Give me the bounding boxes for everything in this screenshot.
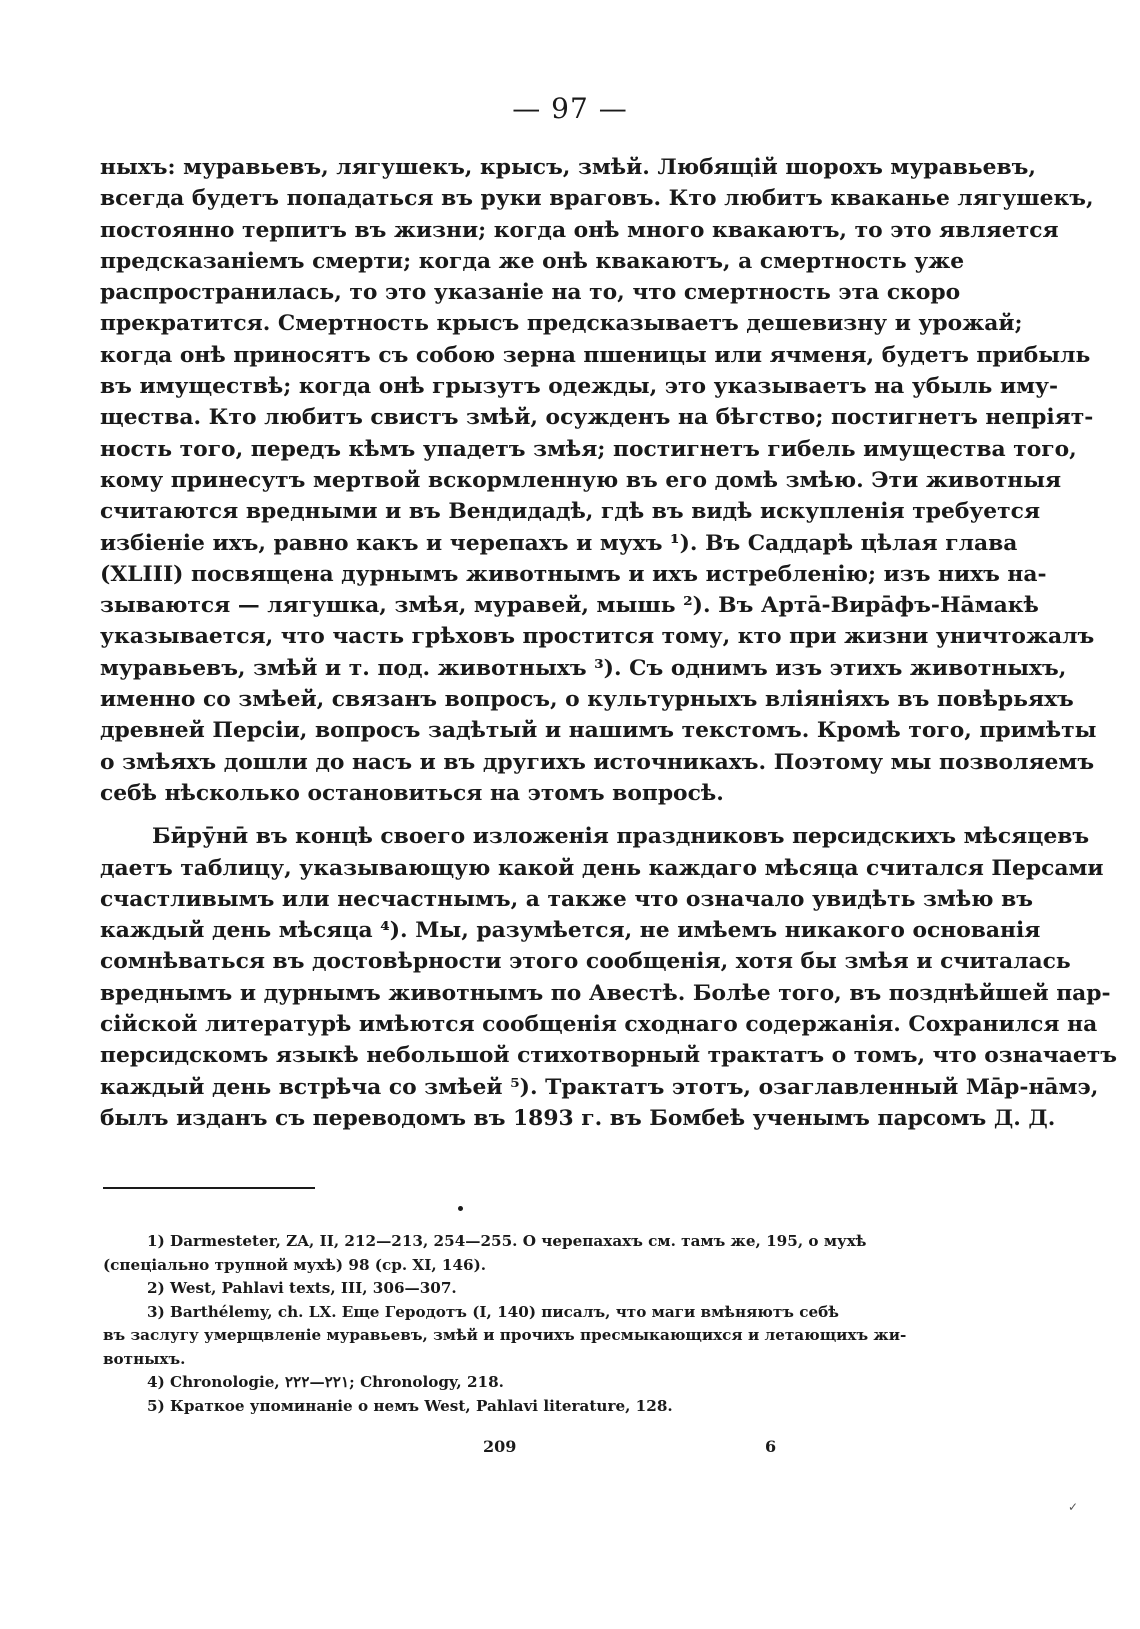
footnote-line: въ заслугу умерщвленіе муравьевъ, змѣй и прочихъ пресмыкающихся и летающихъ жи- bbox=[103, 1326, 907, 1344]
footnote-line: (спеціально трупной мухѣ) 98 (ср. XI, 146). bbox=[103, 1255, 487, 1274]
signature-mark: 6 bbox=[765, 1437, 777, 1456]
text-line: именно со змѣей, связанъ вопросъ, о культурныхъ вліяніяхъ въ повѣрьяхъ bbox=[100, 687, 1074, 713]
sheet-number: 209 bbox=[483, 1437, 517, 1456]
ink-dot bbox=[458, 1206, 463, 1211]
footnote-line: вотныхъ. bbox=[103, 1349, 186, 1368]
text-line: считаются вредными и въ Вендидадѣ, гдѣ въ видѣ искупленія требуется bbox=[100, 499, 1041, 525]
text-line: муравьевъ, змѣй и т. под. животныхъ ³). Съ однимъ изъ этихъ животныхъ, bbox=[100, 655, 1067, 681]
paragraph-gap bbox=[100, 809, 890, 821]
text-line: кому принесутъ мертвой вскормленную въ его домѣ змѣю. Эти животныя bbox=[100, 467, 1062, 493]
text-line: когда онѣ приносятъ съ собою зерна пшеницы или ячменя, будетъ прибыль bbox=[100, 342, 1091, 368]
text-line: указывается, что часть грѣховъ простится тому, кто при жизни уничтожалъ bbox=[100, 624, 1095, 650]
text-line: сомнѣваться въ достовѣрности этого сообщенія, хотя бы змѣя и считалась bbox=[100, 949, 1071, 975]
footnote-line: 3) Barthélemy, ch. LX. Еще Геродотъ (I, 140) писалъ, что маги вмѣняютъ себѣ bbox=[147, 1302, 839, 1321]
footnote-line: 1) Darmesteter, ZA, II, 212—213, 254—255. О черепахахъ см. тамъ же, 195, о мухѣ bbox=[147, 1232, 867, 1250]
main-text bbox=[100, 152, 1117, 1134]
text-line: прекратится. Смертность крысъ предсказываетъ дешевизну и урожай; bbox=[100, 311, 1023, 337]
text-line: счастливымъ или несчастнымъ, а также что означало увидѣть змѣю въ bbox=[100, 886, 1033, 912]
footnote-line: 4) Chronologie, ٢٢١—٢٢٢; Chronology, 218. bbox=[147, 1373, 504, 1391]
text-line: каждый день мѣсяца ⁴). Мы, разумѣется, не имѣемъ никакого основанія bbox=[100, 918, 1041, 944]
text-line: въ имуществѣ; когда онѣ грызутъ одежды, это указываетъ на убыль иму- bbox=[100, 374, 1059, 400]
scan-speck: ✓ bbox=[1068, 1500, 1079, 1514]
footnote-line: 2) West, Pahlavi texts, III, 306—307. bbox=[147, 1279, 457, 1297]
footnote-separator bbox=[103, 1187, 315, 1189]
text-line: всегда будетъ попадаться въ руки враговъ. Кто любитъ кваканье лягушекъ, bbox=[100, 186, 1094, 212]
text-line: постоянно терпитъ въ жизни; когда онѣ много квакаютъ, то это является bbox=[100, 217, 1059, 243]
text-line: древней Персіи, вопросъ задѣтый и нашимъ текстомъ. Кромѣ того, примѣты bbox=[100, 718, 1097, 744]
text-line: персидскомъ языкѣ небольшой стихотворный трактатъ о томъ, что означаетъ bbox=[100, 1043, 1117, 1069]
text-line: предсказаніемъ смерти; когда же онѣ квакаютъ, а смертность уже bbox=[100, 248, 965, 274]
text-line: щества. Кто любитъ свистъ змѣй, осужденъ на бѣгство; постигнетъ непріят- bbox=[100, 405, 1094, 431]
text-line: сійской литературѣ имѣются сообщенія сходнаго содержанія. Сохранился на bbox=[100, 1012, 1098, 1038]
text-line: Бӣрӯнӣ въ концѣ своего изложенія праздниковъ персидскихъ мѣсяцевъ bbox=[152, 824, 1090, 850]
footnotes bbox=[103, 1230, 907, 1418]
text-line: избіеніе ихъ, равно какъ и черепахъ и мухъ ¹). Въ Саддарѣ цѣлая глава bbox=[100, 530, 1018, 556]
text-line: ныхъ: муравьевъ, лягушекъ, крысъ, змѣй. Любящій шорохъ муравьевъ, bbox=[100, 155, 1036, 180]
printer-marks bbox=[0, 1437, 1140, 1467]
footnote-line: 5) Краткое упоминаніе о немъ West, Pahlavi literature, 128. bbox=[147, 1396, 673, 1415]
text-line: вреднымъ и дурнымъ животнымъ по Авестѣ. Болѣе того, въ позднѣйшей пар- bbox=[100, 980, 1111, 1006]
text-line: ность того, передъ кѣмъ упадетъ змѣя; постигнетъ гибель имущества того, bbox=[100, 436, 1077, 462]
text-line: себѣ нѣсколько остановиться на этомъ вопросѣ. bbox=[100, 780, 724, 806]
text-line: распространилась, то это указаніе на то, что смертность эта скоро bbox=[100, 280, 961, 306]
text-line: (XLIII) посвящена дурнымъ животнымъ и ихъ истребленію; изъ нихъ на- bbox=[100, 561, 1047, 587]
text-line: былъ изданъ съ переводомъ въ 1893 г. въ Бомбеѣ ученымъ парсомъ Д. Д. bbox=[100, 1105, 1056, 1131]
page-number: — 97 — bbox=[512, 92, 628, 125]
text-line: о змѣяхъ дошли до насъ и въ другихъ источникахъ. Поэтому мы позволяемъ bbox=[100, 749, 1095, 775]
text-line: даетъ таблицу, указывающую какой день каждаго мѣсяца считался Персами bbox=[100, 855, 1104, 881]
text-line: каждый день встрѣча со змѣей ⁵). Трактатъ этотъ, озаглавленный Мāр-нāмэ, bbox=[100, 1074, 1099, 1100]
text-line: зываются — лягушка, змѣя, муравей, мышь ²). Въ Артā-Вирāфъ-Нāмакѣ bbox=[100, 593, 1039, 619]
